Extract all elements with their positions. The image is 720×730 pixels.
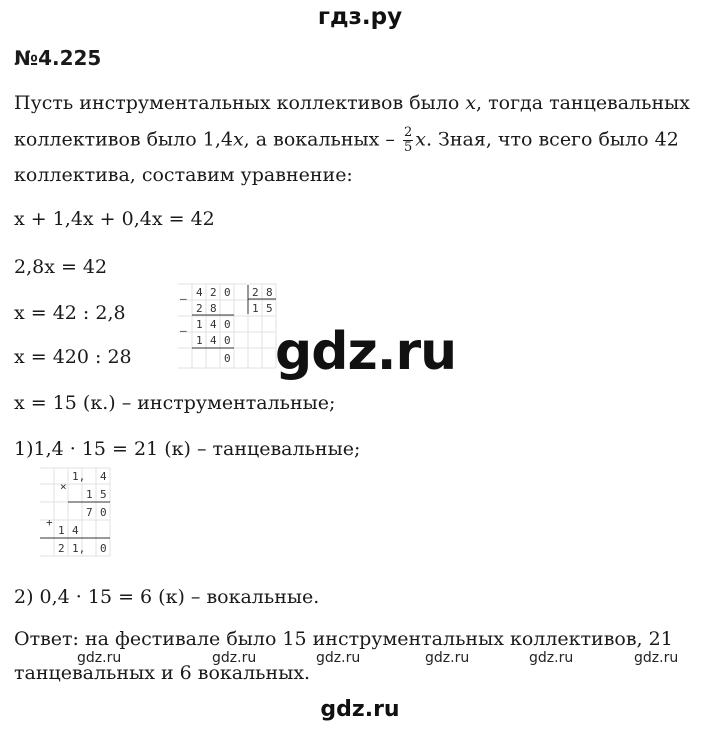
step-1: 1)1,4 · 15 = 21 (к) – танцевальные; xyxy=(14,438,361,460)
division-digit: 2 xyxy=(252,286,259,299)
multiplication-digit: 2 xyxy=(58,542,65,555)
problem-number: №4.225 xyxy=(14,46,102,70)
division-digit: 4 xyxy=(210,334,217,347)
watermark-small: gdz.ru xyxy=(425,650,470,666)
watermark-small: gdz.ru xyxy=(77,650,122,666)
intro-line-2 xyxy=(14,126,679,155)
division-digit: 2 xyxy=(210,286,217,299)
division-digit: 8 xyxy=(266,286,273,299)
multiplication-digit: 0 xyxy=(100,506,107,519)
intro-text-1a: Пусть инструментальных коллективов было xyxy=(14,92,466,114)
watermark-big: gdz.ru xyxy=(275,322,457,382)
multiplication-digit: 4 xyxy=(100,470,107,483)
intro-text-2a: коллективов было 1,4 xyxy=(14,128,233,151)
footer-watermark: gdz.ru xyxy=(320,697,400,722)
var-x: x xyxy=(465,92,477,114)
var-x: x xyxy=(232,128,244,151)
multiplication-digit: 1 xyxy=(86,488,93,501)
division-digit: 1 xyxy=(252,302,259,315)
division-digit: 2 xyxy=(196,302,203,315)
multiplication-digit: 1 xyxy=(58,524,65,537)
division-digit: 0 xyxy=(224,334,231,347)
equation-4: x = 420 : 28 xyxy=(14,346,132,368)
intro-text-2c: . Зная, что всего было 42 xyxy=(425,128,679,151)
multiplication-digit: 4 xyxy=(72,524,79,537)
watermark-small: gdz.ru xyxy=(529,650,574,666)
watermark-small: gdz.ru xyxy=(316,650,361,666)
var-x: x xyxy=(415,128,426,151)
division-digit: 0 xyxy=(224,286,231,299)
long-division xyxy=(178,282,278,372)
plus-sign: + xyxy=(46,516,53,529)
site-title: гдз.ру xyxy=(317,4,403,30)
column-multiplication xyxy=(40,466,112,558)
minus-sign: – xyxy=(180,324,187,337)
multiplication-digit: 1, xyxy=(72,470,86,483)
division-digit: 4 xyxy=(210,318,217,331)
intro-text-2b: , а вокальных – xyxy=(243,128,401,151)
division-digit: 0 xyxy=(224,352,231,365)
times-sign: × xyxy=(60,480,67,493)
fraction-numerator: 2 xyxy=(403,125,413,140)
multiplication-digit: 5 xyxy=(100,488,107,501)
equation-3: x = 42 : 2,8 xyxy=(14,302,126,324)
fraction xyxy=(403,126,413,155)
watermark-small: gdz.ru xyxy=(212,650,257,666)
intro-text-1b: , тогда танцевальных xyxy=(476,92,691,114)
fraction-denominator: 5 xyxy=(403,140,413,155)
multiplication-digit: 1, xyxy=(72,542,86,555)
answer-line-1: Ответ: на фестивале было 15 инструментальных коллективов, 21 xyxy=(14,628,673,650)
equation-2: 2,8x = 42 xyxy=(14,256,108,278)
multiplication-digit: 0 xyxy=(100,542,107,555)
multiplication-digit: 7 xyxy=(86,506,93,519)
step-2: 2) 0,4 · 15 = 6 (к) – вокальные. xyxy=(14,586,320,608)
minus-sign: – xyxy=(180,292,187,305)
intro-line-3: коллектива, составим уравнение: xyxy=(14,164,353,186)
equation-1: x + 1,4x + 0,4x = 42 xyxy=(14,208,215,230)
division-digit: 5 xyxy=(266,302,273,315)
answer-line-2: танцевальных и 6 вокальных. xyxy=(14,662,311,684)
division-digit: 0 xyxy=(224,318,231,331)
equation-5: x = 15 (к.) – инструментальные; xyxy=(14,392,336,414)
division-digit: 4 xyxy=(196,286,203,299)
watermark-small: gdz.ru xyxy=(634,650,679,666)
division-digit: 1 xyxy=(196,334,203,347)
division-digit: 8 xyxy=(210,302,217,315)
intro-line-1 xyxy=(14,92,690,114)
division-digit: 1 xyxy=(196,318,203,331)
